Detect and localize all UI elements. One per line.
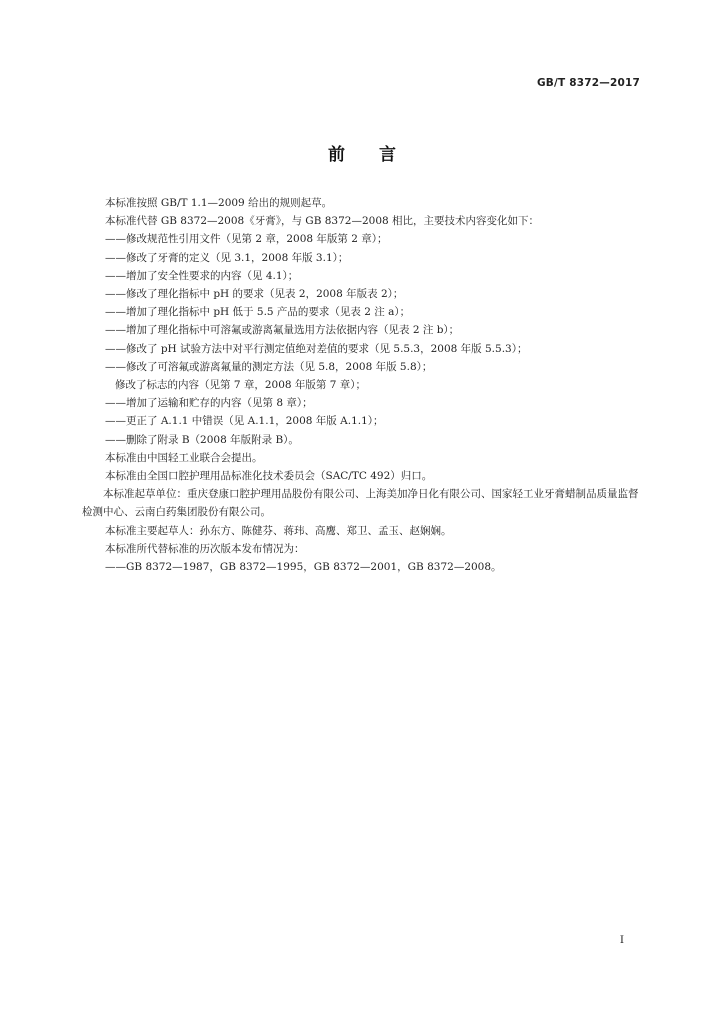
paragraph-history-intro: 本标准所代替标准的历次版本发布情况为： <box>105 542 305 555</box>
page-number: I <box>619 934 624 946</box>
change-item: ——更正了 A.1.1 中错误（见 A.1.1，2008 年版 A.1.1）； <box>105 415 384 428</box>
change-item: ——增加了安全性要求的内容（见 4.1）； <box>105 269 299 282</box>
paragraph-administrator: 本标准由全国口腔护理用品标准化技术委员会（SAC/TC 492）归口。 <box>105 470 433 483</box>
change-item: ——增加了运输和贮存的内容（见第 8 章）； <box>105 397 313 410</box>
change-item: ——增加了理化指标中 pH 低于 5.5 产品的要求（见表 2 注 a）； <box>105 306 411 319</box>
change-item: ——修改规范性引用文件（见第 2 章，2008 年版第 2 章）； <box>105 233 388 246</box>
change-item: ——增加了理化指标中可溶氟或游离氟量选用方法依据内容（见表 2 注 b）； <box>105 324 460 337</box>
page-title: 前言 <box>328 145 430 165</box>
change-item: 修改了标志的内容（见第 7 章，2008 年版第 7 章）； <box>115 379 367 392</box>
change-item: ——删除了附录 B（2008 年版附录 B）。 <box>105 433 299 446</box>
change-item: ——修改了 pH 试验方法中对平行测定值绝对差值的要求（见 5.5.3，2008 年版 5.5.3）； <box>105 342 528 355</box>
standard-code: GB/T 8372—2017 <box>536 77 640 89</box>
foreword-body <box>84 194 644 576</box>
history-list: ——GB 8372—1987，GB 8372—1995，GB 8372—2001，GB 8372—2008。 <box>105 561 502 574</box>
paragraph-drafting-rules: 本标准按照 GB/T 1.1—2009 给出的规则起草。 <box>105 197 333 209</box>
paragraph-drafters: 本标准主要起草人：孙东方、陈健芬、蒋玮、高鹰、郑卫、孟玉、赵娴娴。 <box>105 524 452 537</box>
change-item: ——修改了可溶氟或游离氟量的测定方法（见 5.8，2008 年版 5.8）； <box>105 360 433 373</box>
change-item: ——修改了理化指标中 pH 的要求（见表 2，2008 年版表 2）； <box>105 288 404 301</box>
change-item: ——修改了牙膏的定义（见 3.1，2008 年版 3.1）； <box>105 251 349 264</box>
paragraph-replaces: 本标准代替 GB 8372—2008《牙膏》，与 GB 8372—2008 相比，主要技术内容变化如下： <box>105 215 540 228</box>
paragraph-proposer: 本标准由中国轻工业联合会提出。 <box>105 451 263 464</box>
paragraph-drafting-units: 本标准起草单位：重庆登康口腔护理用品股份有限公司、上海美加净日化有限公司、国家轻工业牙膏蜡制品质量监督检测中心、云南白药集团股份有限公司。 <box>82 488 639 519</box>
